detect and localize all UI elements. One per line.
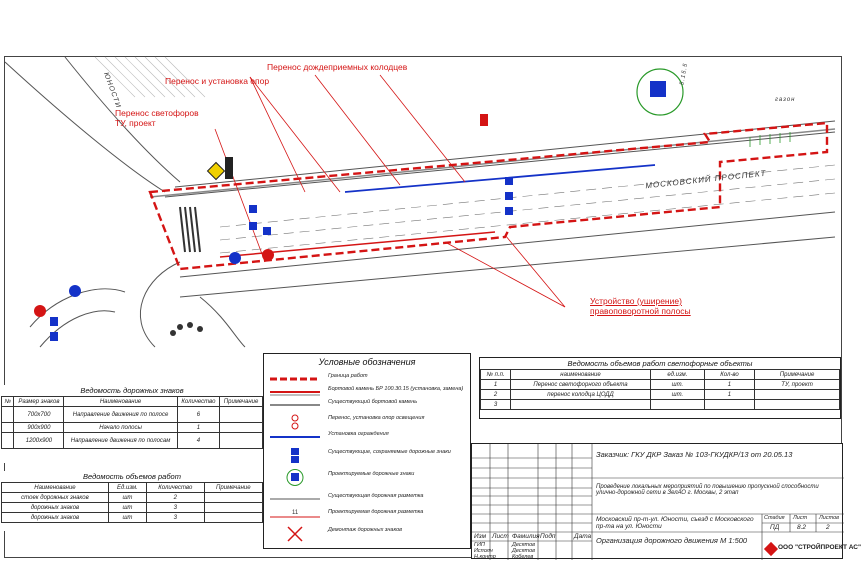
new-marking-icon <box>268 507 322 524</box>
header-cell: Примечание <box>755 370 840 380</box>
header-cell: Примечание <box>204 483 262 493</box>
title-block <box>471 443 861 560</box>
legend-item: Существующая дорожная разметка <box>264 490 470 509</box>
header-cell: № <box>2 397 14 407</box>
header-cell: Наименование <box>2 483 109 493</box>
demolish-icon <box>268 525 322 542</box>
lawn-label: газон <box>775 97 796 103</box>
stamp-project: Проведение локальных мероприятий по повышению пропускной способности улично-дорожной сети в ЗелАО г. Москвы, 2 этап <box>596 484 819 496</box>
company-name: ООО "СТРОЙПРОЕКТ АС" <box>778 544 861 551</box>
stamp-role: Н.контр <box>474 554 496 560</box>
header-cell: ед.изм. <box>651 370 705 380</box>
works-table-title: Ведомость объемов работ <box>83 472 181 481</box>
street-yunosti: ЮНОСТИ <box>102 71 122 110</box>
table-row: 900х900 Начало полосы 1 <box>2 423 263 433</box>
stamp-role: ГИП <box>474 542 485 548</box>
stamp-header-list: Лист <box>492 533 509 540</box>
table-row: 1 Перенос светофорного объекта шт. 1 ТУ, проект <box>481 380 840 390</box>
header-cell: № п.п. <box>481 370 511 380</box>
stamp-header-date: Дата <box>574 533 592 540</box>
legend-item: Установка ограждения <box>264 428 470 447</box>
crosswalk <box>180 207 200 252</box>
drawing-frame <box>4 56 861 560</box>
new-sign-callout <box>637 69 683 115</box>
works-table-box <box>1 471 263 531</box>
table-row: дорожных знаков шт 3 <box>2 503 263 513</box>
stamp-person: Десятов <box>512 542 536 548</box>
sheets-label: Листов <box>819 515 840 521</box>
fence-icon <box>268 429 322 446</box>
existing-curb <box>150 129 835 197</box>
table-row: 3 <box>481 400 840 410</box>
header-cell: Ед.изм. <box>108 483 146 493</box>
legend-list <box>264 370 470 550</box>
stamp-person: Кобелев <box>512 554 534 560</box>
label-poles-move: Перенос и установка опор <box>165 76 270 86</box>
header-cell: Размер знаков <box>14 397 64 407</box>
stamp-header-izm: Изм <box>474 533 487 540</box>
stamp-person: Десятов <box>512 548 536 554</box>
table-row: дорожных знаков шт 3 <box>2 513 263 523</box>
signs-table-box <box>1 385 263 463</box>
traffic-lights-table <box>480 369 840 410</box>
table-row: 1200х900 Направление движения по полосам 4 <box>2 433 263 449</box>
label-wells-move: Перенос дождеприемных колодцев <box>267 62 408 72</box>
table-row: 2 перенос колодца ЦОДД шт. 1 <box>481 390 840 400</box>
sheets-value: 2 <box>826 524 830 531</box>
traffic-lights-table-title: Ведомость объемов работ светофорные объекты <box>567 359 753 368</box>
stage-value: ПД <box>770 524 780 531</box>
legend-item: Проектируемые дорожные знаки <box>264 468 470 487</box>
table-row: 700х700 Направление движения по полосе 6 <box>2 407 263 423</box>
sign-code: 5.15.5 <box>679 62 690 86</box>
new-sign-icon <box>268 469 322 486</box>
header-cell: Количество <box>177 397 219 407</box>
legend-item: Бортовой камень БР 100.30.15 (установка, замена) <box>264 383 470 402</box>
header-cell: Количество <box>146 483 204 493</box>
signs-table <box>1 396 263 449</box>
stamp-header-sign: Подп <box>540 533 556 540</box>
stamp-code: Заказчик: ГКУ ДКР Заказ № 103-ГКУДКР/13 от 20.05.13 <box>596 450 793 459</box>
sheet-value: 8.2 <box>797 524 807 531</box>
sheet-label: Лист <box>793 515 808 521</box>
signs-table-title: Ведомость дорожных знаков <box>80 386 184 395</box>
stamp-sheet-title: Организация дорожного движения М 1:500 <box>596 536 748 545</box>
leader-lines <box>215 75 565 307</box>
works-table <box>1 482 263 523</box>
legend-item: Перенос, установка опор освещения <box>264 412 470 431</box>
traffic-lights-table-box <box>479 357 841 419</box>
legend-item: Граница работ <box>264 370 470 389</box>
header-cell: Примечание <box>220 397 263 407</box>
header-cell: Наименование <box>64 397 177 407</box>
header-cell: наименование <box>511 370 651 380</box>
stamp-role: Исполн <box>474 548 493 554</box>
kept-sign-icon <box>268 447 322 464</box>
street-prospect: МОСКОВСКИЙ ПРОСПЕКТ <box>644 168 767 191</box>
legend-item: Существующий бортовой камень <box>264 396 470 415</box>
label-lights-move: Перенос светофоров ТУ, проект <box>115 108 199 128</box>
table-row: стоек дорожных знаков шт 2 <box>2 493 263 503</box>
legend-item: Существующие, сохраняемые дорожные знаки <box>264 446 470 465</box>
stamp-location: Московский пр-т-ул. Юности, съезд с Московского пр-та на ул. Юности <box>596 516 754 530</box>
label-widening: Устройство (уширение) правоповоротной полосы <box>590 296 691 316</box>
legend-title: Условные обозначения <box>318 357 416 367</box>
stamp-header-name: Фамилия <box>512 533 540 540</box>
legend-item: 11 Проектируемая дорожная разметка <box>264 506 470 525</box>
svg-text:11: 11 <box>292 510 299 516</box>
header-cell: Кол-во <box>704 370 754 380</box>
legend-box <box>263 353 471 549</box>
stage-label: Стадия <box>764 515 785 521</box>
legend-item: Демонтаж дорожных знаков <box>264 524 470 543</box>
trees <box>170 322 203 336</box>
